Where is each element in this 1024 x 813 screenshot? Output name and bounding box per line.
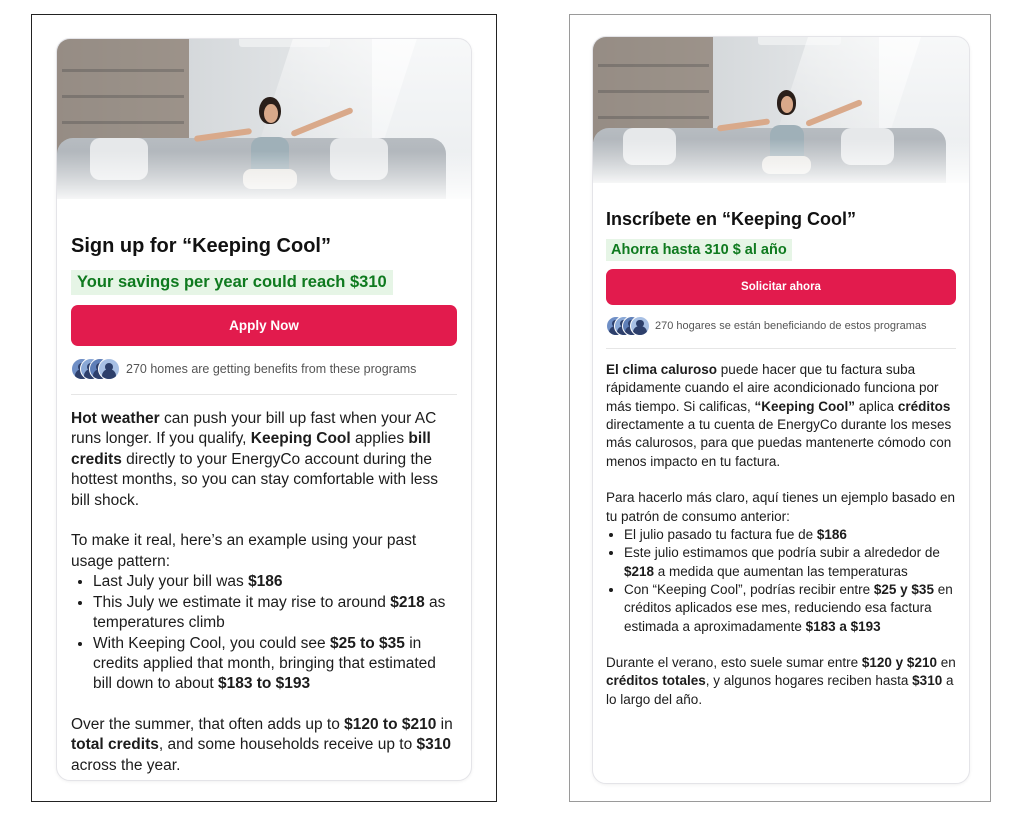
list-item: • Last July your bill was $186 xyxy=(93,572,457,592)
social-proof xyxy=(71,346,457,395)
paragraph: To make it real, here’s an example using your past usage pattern: xyxy=(71,532,417,570)
apply-now-button[interactable]: Apply Now xyxy=(71,305,457,346)
offer-card xyxy=(56,38,472,781)
page-title: Inscríbete en “Keeping Cool” xyxy=(606,209,857,229)
example-list xyxy=(606,526,956,636)
english-panel xyxy=(31,14,497,802)
paragraph: Para hacerlo más claro, aquí tienes un ejemplo basado en tu patrón de consumo anterior: xyxy=(606,490,955,524)
apply-now-button[interactable]: Solicitar ahora xyxy=(606,269,956,305)
description xyxy=(71,409,457,776)
hero-image xyxy=(593,37,969,183)
list-item: • El julio pasado tu factura fue de $186 xyxy=(624,526,956,544)
social-proof-text: 270 homes are getting benefits from these programs xyxy=(126,362,417,376)
avatar xyxy=(630,316,650,336)
description xyxy=(606,361,956,709)
avatar-group xyxy=(606,316,650,336)
hero-image xyxy=(57,39,471,199)
list-item: • Este julio estimamos que podría subir a alrededor de $218 a medida que aumentan las temperaturas xyxy=(624,544,956,581)
list-item: • This July we estimate it may rise to around $218 as temperatures climb xyxy=(93,593,457,634)
page-title: Sign up for “Keeping Cool” xyxy=(71,235,331,257)
savings-badge: Your savings per year could reach $310 xyxy=(71,270,393,295)
spanish-panel xyxy=(569,14,991,802)
paragraph: Over the summer, that often adds up to $120 to $210 in total credits, and some households receive up to $310 across the year. xyxy=(71,715,453,774)
list-item: • With Keeping Cool, you could see $25 to $35 in credits applied that month, bringing that estimated bill down to about $183 to $193 xyxy=(93,634,457,695)
avatar xyxy=(98,358,120,380)
social-proof xyxy=(606,305,956,349)
savings-badge: Ahorra hasta 310 $ al año xyxy=(606,239,792,261)
list-item: • Con “Keeping Cool”, podrías recibir entre $25 y $35 en créditos aplicados ese mes, reduciendo esa factura estimada a aproximadamente $183 a $193 xyxy=(624,581,956,636)
paragraph: Hot weather can push your bill up fast when your AC runs longer. If you qualify, Keeping Cool applies bill credits directly to your EnergyCo account during the hottest months, so you can stay comfortable with less bill shock. xyxy=(71,410,439,509)
example-list xyxy=(71,572,457,695)
avatar-group xyxy=(71,358,121,380)
paragraph: Durante el verano, esto suele sumar entre $120 y $210 en créditos totales, y algunos hogares reciben hasta $310 a lo largo del año. xyxy=(606,655,956,707)
offer-card xyxy=(592,36,970,784)
paragraph: El clima caluroso puede hacer que tu factura suba rápidamente cuando el aire acondicionado funciona por más tiempo. Si calificas, “Keeping Cool” aplica créditos directamente a tu cuenta de EnergyCo durante los meses más calurosos, para que puedas mantenerte cómodo con menos impacto en tu factura. xyxy=(606,362,952,469)
social-proof-text: 270 hogares se están beneficiando de estos programas xyxy=(655,320,927,332)
